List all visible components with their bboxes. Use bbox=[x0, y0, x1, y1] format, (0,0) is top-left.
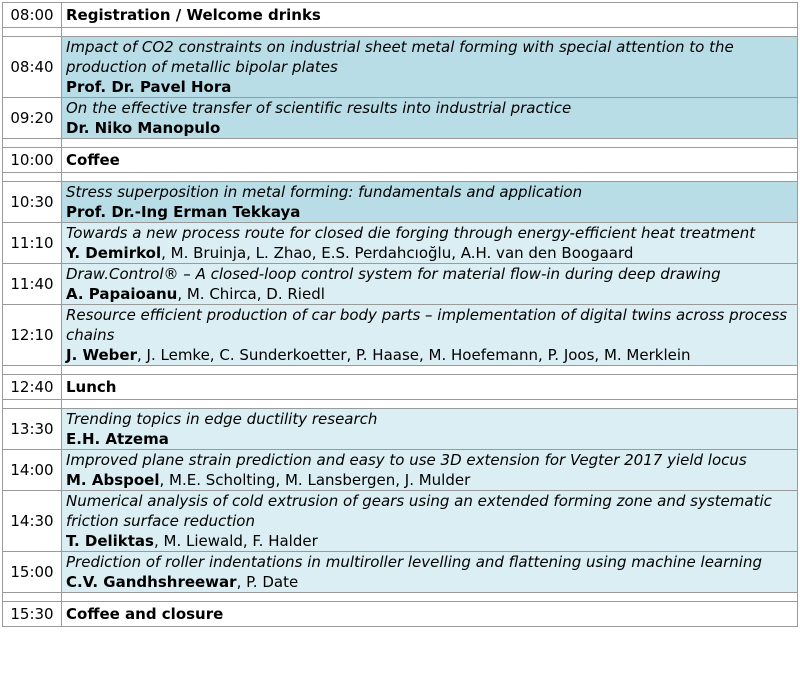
authors-line bbox=[66, 118, 793, 138]
speaker-name: T. Deliktas bbox=[66, 532, 154, 550]
spacer-row bbox=[3, 593, 798, 602]
authors-line bbox=[66, 243, 793, 263]
speaker-name: E.H. Atzema bbox=[66, 430, 169, 448]
spacer-cell bbox=[62, 28, 798, 37]
speaker-name: J. Weber bbox=[66, 346, 137, 364]
coauthors: , P. Date bbox=[236, 573, 299, 591]
authors-line bbox=[66, 429, 793, 449]
talk-cell bbox=[62, 223, 798, 264]
spacer-cell bbox=[62, 173, 798, 182]
break-label: Coffee and closure bbox=[62, 602, 798, 627]
spacer-cell bbox=[3, 593, 62, 602]
talk-title: Numerical analysis of cold extrusion of gears using an extended forming zone and systematic friction surface reduction bbox=[66, 492, 772, 530]
session-row bbox=[3, 182, 798, 223]
spacer-cell bbox=[3, 400, 62, 409]
talk-cell bbox=[62, 450, 798, 491]
speaker-name: Prof. Dr. Pavel Hora bbox=[66, 78, 232, 96]
talk-title: Prediction of roller indentations in multiroller levelling and flattening using machine learning bbox=[66, 553, 762, 571]
talk-title: Draw.Control® – A closed-loop control system for material flow-in during deep drawing bbox=[66, 265, 721, 283]
talk-cell bbox=[62, 552, 798, 593]
time-cell: 09:20 bbox=[3, 98, 62, 139]
spacer-cell bbox=[3, 366, 62, 375]
spacer-row bbox=[3, 139, 798, 148]
break-row bbox=[3, 3, 798, 28]
speaker-name: Y. Demirkol bbox=[66, 244, 162, 262]
coauthors: , M. Liewald, F. Halder bbox=[153, 532, 318, 550]
break-label: Registration / Welcome drinks bbox=[62, 3, 798, 28]
spacer-cell bbox=[62, 400, 798, 409]
talk-cell bbox=[62, 37, 798, 98]
session-row bbox=[3, 552, 798, 593]
spacer-row bbox=[3, 28, 798, 37]
time-cell: 13:30 bbox=[3, 409, 62, 450]
talk-title: Stress superposition in metal forming: fundamentals and application bbox=[66, 183, 583, 201]
time-cell: 12:40 bbox=[3, 375, 62, 400]
talk-title: Trending topics in edge ductility research bbox=[66, 410, 378, 428]
time-cell: 08:00 bbox=[3, 3, 62, 28]
talk-title: Impact of CO2 constraints on industrial sheet metal forming with special attention to the production of metallic bipolar plates bbox=[66, 38, 734, 76]
session-row bbox=[3, 37, 798, 98]
time-cell: 11:40 bbox=[3, 264, 62, 305]
speaker-name: Dr. Niko Manopulo bbox=[66, 119, 221, 137]
break-row bbox=[3, 148, 798, 173]
session-row bbox=[3, 264, 798, 305]
schedule-table bbox=[2, 2, 798, 627]
coauthors: , J. Lemke, C. Sunderkoetter, P. Haase, M. Hoefemann, P. Joos, M. Merklein bbox=[137, 346, 691, 364]
talk-cell bbox=[62, 182, 798, 223]
authors-line bbox=[66, 77, 793, 97]
talk-cell bbox=[62, 305, 798, 366]
schedule-body bbox=[3, 3, 798, 627]
session-row bbox=[3, 491, 798, 552]
break-label: Coffee bbox=[62, 148, 798, 173]
authors-line bbox=[66, 284, 793, 304]
time-cell: 10:00 bbox=[3, 148, 62, 173]
talk-cell bbox=[62, 98, 798, 139]
spacer-cell bbox=[62, 366, 798, 375]
session-row bbox=[3, 223, 798, 264]
talk-title: Resource efficient production of car body parts – implementation of digital twins across process chains bbox=[66, 306, 788, 344]
session-row bbox=[3, 98, 798, 139]
talk-cell bbox=[62, 264, 798, 305]
talk-cell bbox=[62, 409, 798, 450]
coauthors: , M. Chirca, D. Riedl bbox=[177, 285, 325, 303]
authors-line bbox=[66, 345, 793, 365]
authors-line bbox=[66, 202, 793, 222]
coauthors: , M. Bruinja, L. Zhao, E.S. Perdahcıoğlu, A.H. van den Boogaard bbox=[161, 244, 634, 262]
time-cell: 14:00 bbox=[3, 450, 62, 491]
break-label: Lunch bbox=[62, 375, 798, 400]
talk-title: Improved plane strain prediction and easy to use 3D extension for Vegter 2017 yield locus bbox=[66, 451, 747, 469]
speaker-name: A. Papaioanu bbox=[66, 285, 178, 303]
spacer-row bbox=[3, 366, 798, 375]
session-row bbox=[3, 409, 798, 450]
speaker-name: C.V. Gandhshreewar bbox=[66, 573, 237, 591]
session-row bbox=[3, 305, 798, 366]
spacer-cell bbox=[3, 173, 62, 182]
coauthors: , M.E. Scholting, M. Lansbergen, J. Mulder bbox=[159, 471, 471, 489]
session-row bbox=[3, 450, 798, 491]
talk-title: Towards a new process route for closed die forging through energy-efficient heat treatment bbox=[66, 224, 756, 242]
time-cell: 12:10 bbox=[3, 305, 62, 366]
talk-title: On the effective transfer of scientific results into industrial practice bbox=[66, 99, 572, 117]
speaker-name: Prof. Dr.-Ing Erman Tekkaya bbox=[66, 203, 301, 221]
time-cell: 10:30 bbox=[3, 182, 62, 223]
authors-line bbox=[66, 531, 793, 551]
spacer-cell bbox=[3, 139, 62, 148]
time-cell: 11:10 bbox=[3, 223, 62, 264]
spacer-cell bbox=[62, 593, 798, 602]
talk-cell bbox=[62, 491, 798, 552]
authors-line bbox=[66, 572, 793, 592]
spacer-cell bbox=[3, 28, 62, 37]
time-cell: 15:00 bbox=[3, 552, 62, 593]
spacer-row bbox=[3, 400, 798, 409]
spacer-row bbox=[3, 173, 798, 182]
break-row bbox=[3, 602, 798, 627]
speaker-name: M. Abspoel bbox=[66, 471, 160, 489]
break-row bbox=[3, 375, 798, 400]
spacer-cell bbox=[62, 139, 798, 148]
time-cell: 08:40 bbox=[3, 37, 62, 98]
time-cell: 14:30 bbox=[3, 491, 62, 552]
time-cell: 15:30 bbox=[3, 602, 62, 627]
authors-line bbox=[66, 470, 793, 490]
